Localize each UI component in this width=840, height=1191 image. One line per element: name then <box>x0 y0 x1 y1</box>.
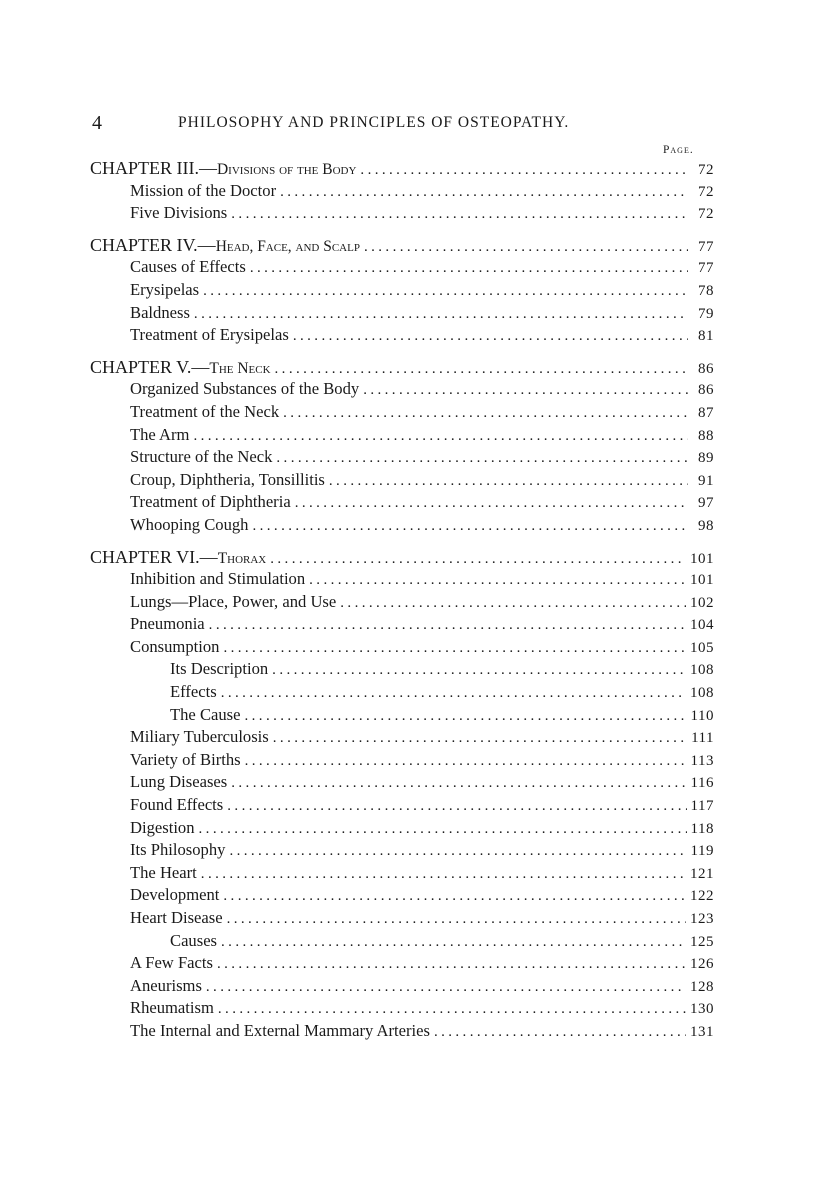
entry-title: The Arm <box>130 424 190 444</box>
page-ref: 116 <box>690 775 714 792</box>
dot-leader <box>231 775 686 792</box>
dot-leader <box>364 239 688 256</box>
dot-leader <box>360 162 688 179</box>
toc-entry <box>90 447 714 470</box>
dot-leader <box>231 206 688 223</box>
entry-title: Digestion <box>130 817 195 837</box>
entry-title: Treatment of the Neck <box>130 401 280 421</box>
dot-leader <box>223 640 686 657</box>
page-ref: 79 <box>698 305 714 322</box>
dot-leader <box>203 283 688 300</box>
page-ref: 117 <box>690 798 714 815</box>
toc-entry <box>90 863 714 886</box>
entry-title: Effects <box>170 682 217 702</box>
dot-leader <box>245 708 687 725</box>
entry-title: Organized Substances of the Body <box>130 379 360 399</box>
entry-title: Treatment of Diphtheria <box>130 492 291 512</box>
dot-leader <box>363 382 688 399</box>
page-ref: 131 <box>690 1023 714 1040</box>
toc-entry <box>90 840 714 863</box>
page-ref: 101 <box>690 550 714 567</box>
entry-title: Its Philosophy <box>130 840 226 860</box>
entry-title: Development <box>130 885 220 905</box>
dot-leader <box>293 328 688 345</box>
page-ref: 125 <box>690 933 714 950</box>
entry-title: Found Effects <box>130 795 224 815</box>
chapter-label: CHAPTER III.— <box>90 158 217 178</box>
entry-title: Mission of the Doctor <box>130 180 277 200</box>
page-ref: 113 <box>690 752 714 769</box>
running-title: PHILOSOPHY AND PRINCIPLES OF OSTEOPATHY. <box>178 114 570 131</box>
page-ref: 91 <box>698 472 714 489</box>
toc-subentry <box>90 659 714 682</box>
dot-leader <box>275 361 688 378</box>
page-ref: 128 <box>690 978 714 995</box>
toc-entry <box>90 402 714 425</box>
toc-entry <box>90 569 714 592</box>
chapter-title: Thorax <box>217 549 267 567</box>
toc-entry <box>90 614 714 637</box>
entry-title: Aneurisms <box>130 975 202 995</box>
dot-leader <box>227 911 686 928</box>
page-ref: 126 <box>690 956 714 973</box>
entry-title: Heart Disease <box>130 908 223 927</box>
toc-entry <box>90 303 714 326</box>
page-ref: 86 <box>698 382 714 399</box>
entry-title: The Cause <box>170 704 241 724</box>
page-ref: 86 <box>698 360 714 377</box>
dot-leader <box>199 821 687 838</box>
page-ref: 108 <box>690 685 714 702</box>
dot-leader <box>273 730 687 747</box>
toc-entry <box>90 515 714 538</box>
dot-leader <box>229 843 686 860</box>
toc-entry <box>90 727 714 750</box>
page-ref: 89 <box>698 450 714 467</box>
chapter-title: Head, Face, and Scalp <box>215 237 360 255</box>
page-ref: 77 <box>698 238 714 255</box>
toc-entry <box>90 425 714 448</box>
page-ref: 122 <box>690 888 714 905</box>
toc-entry <box>90 492 714 515</box>
page-ref: 87 <box>698 404 714 421</box>
chapter-title: The Neck <box>209 359 271 377</box>
toc-entry <box>90 750 714 773</box>
entry-title: Lungs—Place, Power, and Use <box>130 591 337 611</box>
entry-title: Causes of Effects <box>130 257 246 277</box>
toc-chapter-6 <box>90 547 714 570</box>
dot-leader <box>309 572 686 589</box>
chapter-label: CHAPTER V.— <box>90 356 210 377</box>
toc-entry <box>90 998 714 1021</box>
entry-title: Five Divisions <box>130 203 228 223</box>
toc-entry <box>90 976 714 999</box>
dot-leader <box>217 956 686 973</box>
entry-title: Inhibition and Stimulation <box>130 569 306 589</box>
toc-entry <box>90 637 714 660</box>
dot-leader <box>206 979 686 996</box>
dot-leader <box>295 495 688 512</box>
toc-entry <box>90 325 714 348</box>
page-ref: 81 <box>698 328 714 345</box>
page-ref: 78 <box>698 282 714 299</box>
entry-title: Variety of Births <box>130 749 241 769</box>
entry-title: Erysipelas <box>130 279 200 299</box>
dot-leader <box>272 662 686 679</box>
page-column-label: Page. <box>663 144 694 156</box>
dot-leader <box>276 450 688 467</box>
page-ref: 105 <box>690 639 714 656</box>
page-ref: 72 <box>698 162 714 178</box>
toc-subentry <box>90 705 714 728</box>
page-ref: 119 <box>690 843 714 860</box>
dot-leader <box>209 617 686 634</box>
dot-leader <box>283 405 688 422</box>
toc-entry <box>90 1021 714 1044</box>
dot-leader <box>194 306 688 323</box>
dot-leader <box>221 934 686 951</box>
toc-entry <box>90 795 714 818</box>
entry-title: Its Description <box>170 659 269 679</box>
toc-chapter-3 <box>90 158 714 181</box>
dot-leader <box>340 595 686 612</box>
entry-title: The Heart <box>130 862 197 882</box>
dot-leader <box>201 866 686 883</box>
page-ref: 72 <box>698 183 714 200</box>
entry-title: Miliary Tuberculosis <box>130 727 269 747</box>
dot-leader <box>434 1024 686 1041</box>
page-ref: 102 <box>690 594 714 611</box>
entry-title: Structure of the Neck <box>130 447 273 467</box>
toc-chapter-4 <box>90 235 714 258</box>
toc-entry <box>90 772 714 795</box>
entry-title: Lung Diseases <box>130 772 228 792</box>
chapter-label: CHAPTER VI.— <box>90 546 218 567</box>
page-ref: 98 <box>698 517 714 534</box>
page-ref: 97 <box>698 495 714 512</box>
page-ref: 111 <box>691 730 714 747</box>
page-ref: 77 <box>698 260 714 277</box>
chapter-title: Divisions of the Body <box>217 161 357 178</box>
dot-leader <box>223 888 686 905</box>
entry-title: A Few Facts <box>130 953 213 973</box>
entry-title: Rheumatism <box>130 998 214 1018</box>
page-ref: 72 <box>698 206 714 223</box>
toc-entry <box>90 818 714 841</box>
toc-entry <box>90 203 714 226</box>
page-ref: 110 <box>690 707 714 724</box>
dot-leader <box>329 473 688 490</box>
toc-entry <box>90 181 714 204</box>
toc-entry <box>90 953 714 976</box>
dot-leader <box>252 518 688 535</box>
dot-leader <box>227 798 686 815</box>
entry-title: Croup, Diphtheria, Tonsillitis <box>130 469 325 489</box>
toc-subentry <box>90 931 714 954</box>
page-ref: 118 <box>690 820 714 837</box>
toc-entry <box>90 592 714 615</box>
entry-title: Pneumonia <box>130 614 205 634</box>
page-ref: 130 <box>690 1001 714 1018</box>
toc-entry <box>90 257 714 280</box>
entry-title: The Internal and External Mammary Arteries <box>130 1020 430 1040</box>
toc-entry <box>90 470 714 493</box>
dot-leader <box>280 184 688 201</box>
dot-leader <box>221 685 686 702</box>
entry-title: Baldness <box>130 302 190 322</box>
toc-entry <box>90 885 714 908</box>
toc-chapter-5 <box>90 357 714 380</box>
entry-title: Whooping Cough <box>130 514 249 534</box>
page-ref: 88 <box>698 427 714 444</box>
page-ref: 108 <box>690 662 714 679</box>
table-of-contents <box>90 158 714 1044</box>
entry-title: Causes <box>170 930 218 950</box>
dot-leader <box>270 551 686 568</box>
dot-leader <box>250 260 688 277</box>
dot-leader <box>193 428 688 445</box>
page-ref: 101 <box>690 572 714 589</box>
entry-title: Treatment of Erysipelas <box>130 325 289 345</box>
dot-leader <box>218 1001 686 1018</box>
toc-entry <box>90 280 714 303</box>
chapter-label: CHAPTER IV.— <box>90 234 216 255</box>
dot-leader <box>245 753 687 770</box>
page-number: 4 <box>92 112 102 134</box>
page-ref: 104 <box>690 617 714 634</box>
toc-entry <box>90 908 714 931</box>
toc-subentry <box>90 682 714 705</box>
toc-entry <box>90 379 714 402</box>
page-ref: 121 <box>690 865 714 882</box>
page-ref: 123 <box>690 911 714 927</box>
entry-title: Consumption <box>130 636 220 656</box>
